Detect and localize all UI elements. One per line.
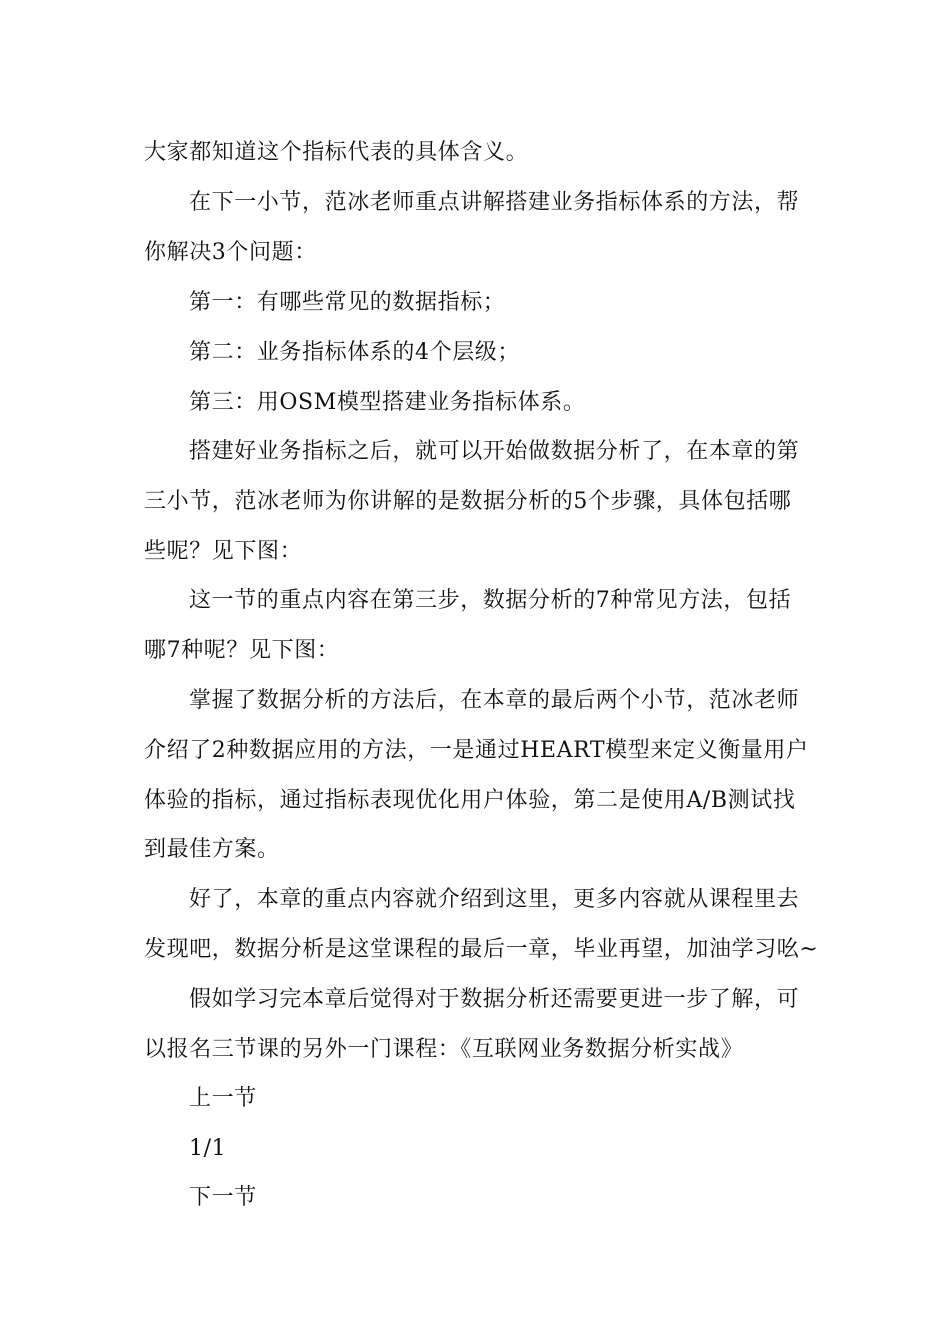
paragraph-line: 哪7种呢？见下图：: [144, 638, 340, 663]
paragraph-line: 三小节，范冰老师为你讲解的是数据分析的5个步骤，具体包括哪: [144, 489, 792, 514]
paragraph-line: 大家都知道这个指标代表的具体含义。: [144, 140, 529, 165]
page-indicator: 1/1: [189, 1136, 227, 1161]
paragraph-line: 到最佳方案。: [144, 837, 280, 862]
paragraph-line: 这一节的重点内容在第三步，数据分析的7种常见方法，包括: [189, 588, 792, 613]
paragraph-line: 你解决3个问题：: [144, 240, 317, 265]
paragraph-line: 在下一小节，范冰老师重点讲解搭建业务指标体系的方法，帮: [189, 190, 800, 215]
paragraph-line: 些呢？见下图：: [144, 539, 303, 564]
paragraph-line: 体验的指标，通过指标表现优化用户体验，第二是使用A/B测试找: [144, 788, 796, 813]
paragraph-line: 介绍了2种数据应用的方法，一是通过HEART模型来定义衡量用户: [144, 738, 809, 763]
paragraph-line: 假如学习完本章后觉得对于数据分析还需要更进一步了解，可: [189, 987, 800, 1012]
paragraph-line: 第二：业务指标体系的4个层级；: [189, 340, 520, 365]
paragraph-line: 第三：用OSM模型搭建业务指标体系。: [189, 390, 586, 415]
next-section-link[interactable]: 下一节: [189, 1185, 257, 1210]
paragraph-line: 发现吧，数据分析是这堂课程的最后一章，毕业再望，加油学习吆~: [144, 937, 819, 962]
paragraph-line: 搭建好业务指标之后，就可以开始做数据分析了，在本章的第: [189, 439, 800, 464]
paragraph-line: 掌握了数据分析的方法后，在本章的最后两个小节，范冰老师: [189, 688, 800, 713]
prev-section-link[interactable]: 上一节: [189, 1086, 257, 1111]
paragraph-line: 好了，本章的重点内容就介绍到这里，更多内容就从课程里去: [189, 887, 800, 912]
paragraph-line: 第一：有哪些常见的数据指标；: [189, 290, 506, 315]
paragraph-line: 以报名三节课的另外一门课程：《互联网业务数据分析实战》: [144, 1037, 744, 1062]
